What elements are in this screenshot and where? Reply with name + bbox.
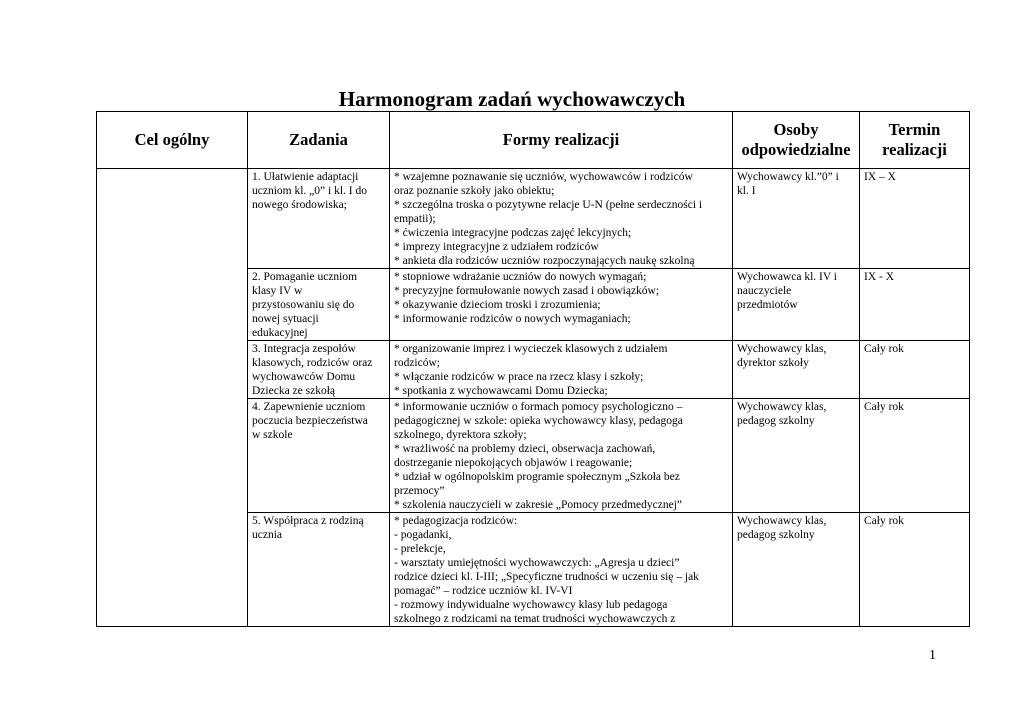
formy-line: * okazywanie dzieciom troski i zrozumienia;: [394, 299, 601, 311]
header-formy-realizacji: Formy realizacji: [390, 112, 733, 169]
zadania-line: 1. Ułatwienie adaptacji: [252, 171, 359, 183]
formy-line: rodziców;: [394, 357, 440, 369]
formy-line: - rozmowy indywidualne wychowawcy klasy lub pedagoga: [394, 599, 668, 611]
zadania-line: edukacyjnej: [252, 327, 308, 339]
formy-line: * ankieta dla rodziców uczniów rozpoczynających naukę szkolną: [394, 255, 695, 267]
zadania-line: nowego środowiska;: [252, 199, 347, 211]
formy-line: * precyzyjne formułowanie nowych zasad i obowiązków;: [394, 285, 660, 297]
osoby-line: dyrektor szkoły: [737, 357, 809, 369]
formy-line: pomagać” – rodzice uczniów kl. IV-VI: [394, 585, 573, 597]
osoby-cell: [733, 513, 860, 627]
table-row: [97, 169, 970, 269]
osoby-line: Wychowawcy kl.”0” i: [737, 171, 839, 183]
formy-line: - prelekcje,: [394, 543, 446, 555]
termin-line: IX - X: [864, 271, 895, 283]
cel-ogolny-cell: [97, 169, 248, 627]
osoby-line: Wychowawcy klas,: [737, 401, 827, 413]
termin-cell: [860, 169, 970, 269]
osoby-line: Wychowawcy klas,: [737, 515, 827, 527]
zadania-line: w szkole: [252, 429, 293, 441]
zadania-line: 5. Współpraca z rodziną: [252, 515, 364, 527]
osoby-line: przedmiotów: [737, 299, 798, 311]
formy-line: - pogadanki,: [394, 529, 452, 541]
formy-cell: [390, 399, 733, 513]
termin-line: Cały rok: [864, 515, 904, 527]
formy-line: * organizowanie imprez i wycieczek klasowych z udziałem: [394, 343, 668, 355]
zadania-line: 3. Integracja zespołów: [252, 343, 356, 355]
formy-line: * informowanie uczniów o formach pomocy psychologiczno –: [394, 401, 683, 413]
formy-cell: [390, 513, 733, 627]
termin-cell: [860, 269, 970, 341]
page-number: 1: [929, 648, 936, 663]
header-osoby-line-1: Osoby: [773, 120, 819, 139]
zadania-line: poczucia bezpieczeństwa: [252, 415, 368, 427]
formy-line: * pedagogizacja rodziców:: [394, 515, 518, 527]
zadania-line: ucznia: [252, 529, 283, 541]
formy-cell: [390, 169, 733, 269]
formy-cell: [390, 341, 733, 399]
termin-line: IX – X: [864, 171, 896, 183]
formy-cell: [390, 269, 733, 341]
formy-line: * spotkania z wychowawcami Domu Dziecka;: [394, 385, 608, 397]
zadania-line: przystosowaniu się do: [252, 299, 355, 311]
formy-line: * udział w ogólnopolskim programie społecznym „Szkoła bez: [394, 471, 680, 483]
formy-line: * imprezy integracyjne z udziałem rodziców: [394, 241, 599, 253]
osoby-cell: [733, 399, 860, 513]
osoby-line: Wychowawca kl. IV i: [737, 271, 838, 283]
zadania-line: klasowych, rodziców oraz: [252, 357, 373, 369]
formy-line: oraz poznanie szkoły jako obiektu;: [394, 185, 555, 197]
header-cel-ogolny: Cel ogólny: [97, 112, 248, 169]
header-osoby-line-2: odpowiedzialne: [741, 140, 851, 159]
osoby-line: pedagog szkolny: [737, 529, 815, 541]
header-osoby-odpowiedzialne: [733, 112, 860, 169]
formy-line: szkolnego z rodzicami na temat trudności wychowawczych z: [394, 613, 676, 625]
formy-line: * stopniowe wdrażanie uczniów do nowych wymagań;: [394, 271, 647, 283]
formy-line: * szczególna troska o pozytywne relacje U-N (pełne serdeczności i: [394, 199, 703, 211]
zadania-line: Dziecka ze szkołą: [252, 385, 336, 397]
formy-line: * wzajemne poznawanie się uczniów, wychowawców i rodziców: [394, 171, 693, 183]
formy-line: * ćwiczenia integracyjne podczas zajęć lekcyjnych;: [394, 227, 632, 239]
zadania-cell: [248, 399, 390, 513]
osoby-line: kl. I: [737, 185, 756, 197]
zadania-cell: [248, 341, 390, 399]
termin-line: Cały rok: [864, 343, 904, 355]
formy-line: * szkolenia nauczycieli w zakresie „Pomocy przedmedycznej”: [394, 499, 683, 511]
formy-line: - warsztaty umiejętności wychowawczych: „Agresja u dzieci”: [394, 557, 680, 569]
header-termin-realizacji: [860, 112, 970, 169]
header-zadania: Zadania: [248, 112, 390, 169]
formy-line: * informowanie rodziców o nowych wymaganiach;: [394, 313, 631, 325]
osoby-line: Wychowawcy klas,: [737, 343, 827, 355]
zadania-line: wychowawców Domu: [252, 371, 356, 383]
header-row: [97, 112, 970, 169]
termin-cell: [860, 399, 970, 513]
formy-line: przemocy”: [394, 485, 445, 497]
header-termin-line-1: Termin: [888, 120, 941, 139]
termin-cell: [860, 513, 970, 627]
schedule-table: [96, 111, 970, 627]
zadania-line: 2. Pomaganie uczniom: [252, 271, 358, 283]
formy-line: pedagogicznej w szkole: opieka wychowawcy klasy, pedagoga: [394, 415, 683, 427]
osoby-cell: [733, 169, 860, 269]
osoby-line: pedagog szkolny: [737, 415, 815, 427]
zadania-cell: [248, 169, 390, 269]
osoby-cell: [733, 269, 860, 341]
document-title: Harmonogram zadań wychowawczych: [338, 87, 686, 111]
zadania-line: uczniom kl. „0” i kl. I do: [252, 185, 367, 197]
osoby-cell: [733, 341, 860, 399]
formy-line: * wrażliwość na problemy dzieci, obserwacja zachowań,: [394, 443, 656, 455]
formy-line: rodzice dzieci kl. I-III; „Specyficzne trudności w uczeniu się – jak: [394, 571, 699, 583]
formy-line: * włączanie rodziców w prace na rzecz klasy i szkoły;: [394, 371, 644, 383]
zadania-cell: [248, 269, 390, 341]
zadania-line: klasy IV w: [252, 285, 303, 297]
zadania-line: nowej sytuacji: [252, 313, 319, 325]
termin-line: Cały rok: [864, 401, 904, 413]
formy-line: szkolnego, dyrektora szkoły;: [394, 429, 527, 441]
header-termin-line-2: realizacji: [882, 140, 947, 159]
formy-line: empatii);: [394, 213, 436, 225]
zadania-line: 4. Zapewnienie uczniom: [252, 401, 366, 413]
termin-cell: [860, 341, 970, 399]
table-body: [97, 169, 970, 627]
zadania-cell: [248, 513, 390, 627]
osoby-line: nauczyciele: [737, 285, 792, 297]
formy-line: dostrzeganie niepokojących objawów i reagowanie;: [394, 457, 633, 469]
